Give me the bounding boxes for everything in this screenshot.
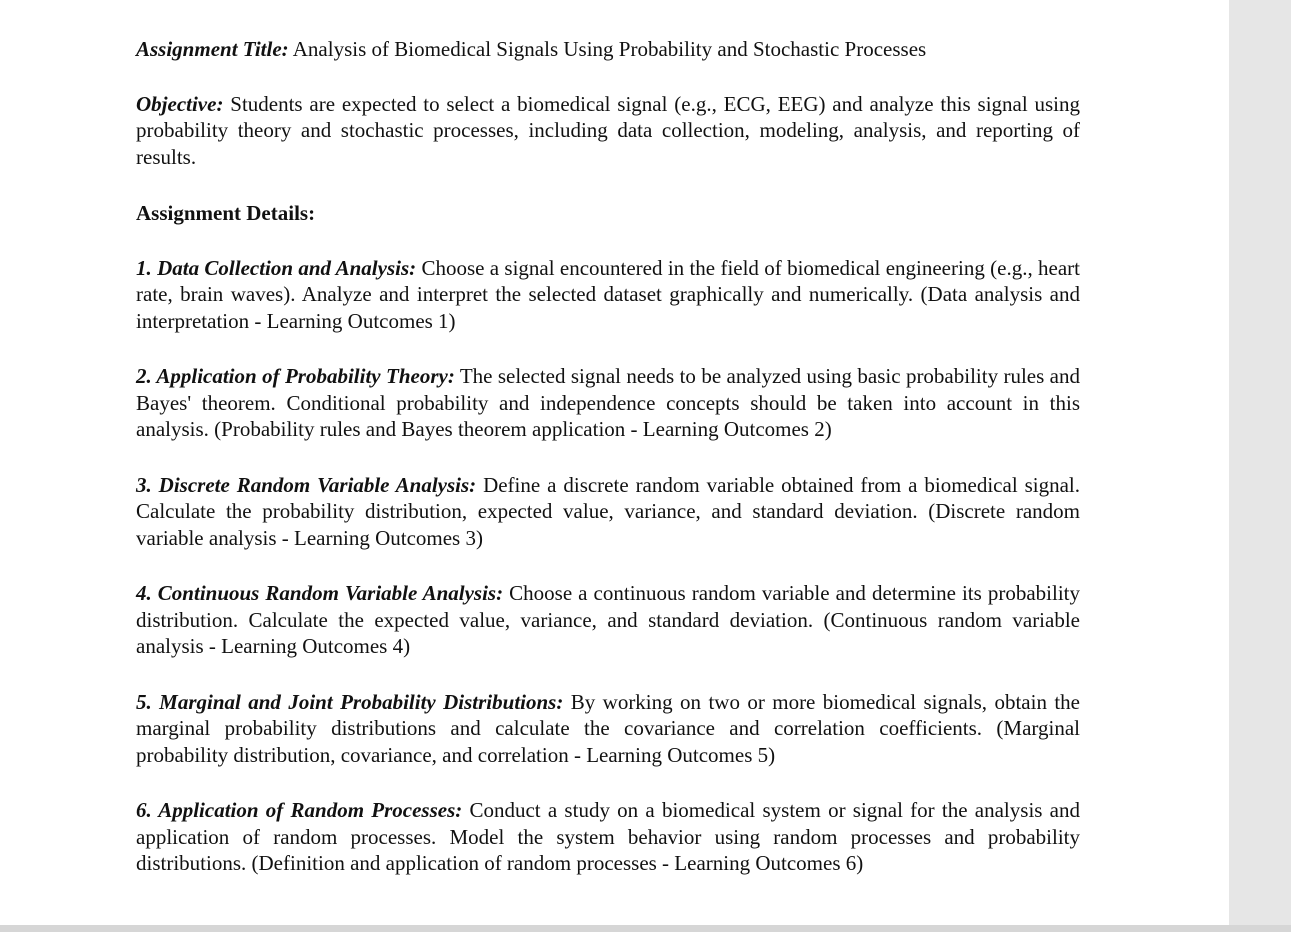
detail-item-text: By working on two or more biomedical signals, obtain the marginal probability distributions and calculate the covariance and correlation coefficients. (Marginal probability distribution, covariance, and correlation - Learning Outcomes 5) bbox=[136, 689, 1081, 767]
document-body bbox=[136, 36, 1080, 906]
detail-item-label: 4. Continuous Random Variable Analysis: bbox=[136, 581, 504, 605]
detail-item-label: 3. Discrete Random Variable Analysis: bbox=[136, 472, 477, 497]
detail-item-marginal-joint-distributions bbox=[136, 689, 1080, 769]
assignment-title-label: Assignment Title: bbox=[136, 37, 289, 61]
page-bottom-edge bbox=[0, 925, 1291, 932]
detail-item-label: 5. Marginal and Joint Probability Distributions: bbox=[136, 689, 564, 714]
detail-item-label: 6. Application of Random Processes: bbox=[136, 798, 463, 822]
assignment-title-text: Analysis of Biomedical Signals Using Probability and Stochastic Processes bbox=[288, 37, 927, 61]
detail-item-text: Choose a continuous random variable and determine its probability distribution. Calculate the expected value, variance, and standard deviation. (Continuous random variable analysis - Learning Outcomes 4) bbox=[136, 581, 1081, 658]
detail-item-label: 2. Application of Probability Theory: bbox=[136, 364, 455, 388]
assignment-title bbox=[136, 36, 1080, 63]
detail-item-text: Choose a signal encountered in the field of biomedical engineering (e.g., heart rate, brain waves). Analyze and interpret the selected dataset graphically and numerically. (Data analysis and interpretation - Learning Outcomes 1) bbox=[136, 255, 1080, 333]
objective-paragraph bbox=[136, 91, 1080, 171]
objective-label: Objective: bbox=[136, 91, 224, 116]
detail-item-random-processes bbox=[136, 797, 1080, 877]
assignment-details-heading: Assignment Details: bbox=[136, 201, 316, 225]
detail-item-data-collection bbox=[136, 255, 1080, 335]
detail-item-probability-theory bbox=[136, 363, 1080, 443]
detail-item-continuous-random-variable bbox=[136, 580, 1080, 660]
detail-item-discrete-random-variable bbox=[136, 472, 1080, 552]
detail-item-text: Define a discrete random variable obtained from a biomedical signal. Calculate the probability distribution, expected value, variance, and standard deviation. (Discrete random variable analysis - Learning Outcomes 3) bbox=[136, 472, 1080, 550]
detail-item-text: The selected signal needs to be analyzed using basic probability rules and Bayes' theorem. Conditional probability and independence concepts should be taken into account in this analysis. (Probability rules and Bayes theorem application - Learning Outcomes 2) bbox=[136, 364, 1080, 441]
detail-item-text: Conduct a study on a biomedical system or signal for the analysis and application of random processes. Model the system behavior using random processes and probability distributions. (Definition and application of random processes - Learning Outcomes 6) bbox=[136, 798, 1081, 875]
objective-text: Students are expected to select a biomedical signal (e.g., ECG, EEG) and analyze this signal using probability theory and stochastic processes, including data collection, modeling, analysis, and reporting of results. bbox=[136, 91, 1080, 169]
detail-item-label: 1. Data Collection and Analysis: bbox=[136, 255, 417, 280]
